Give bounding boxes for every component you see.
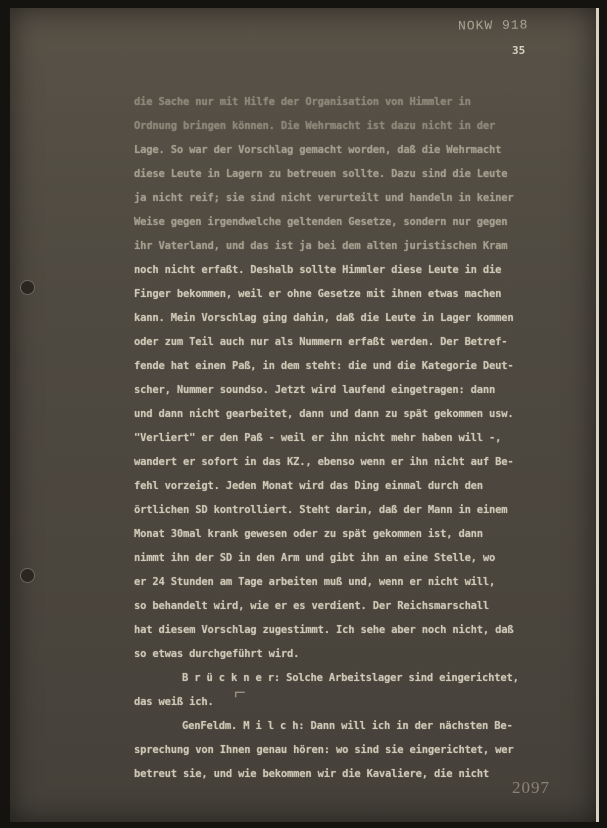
text-line: er 24 Stunden am Tage arbeiten muß und, wenn er nicht will,: [134, 576, 496, 588]
text-line: Ordnung bringen können. Die Wehrmacht ist dazu nicht in der: [134, 120, 496, 132]
text-line: betreut sie, und wie bekommen wir die Kavaliere, die nicht: [134, 768, 490, 780]
text-line: nimmt ihn der SD in den Arm und gibt ihn an eine Stelle, wo: [134, 552, 496, 564]
text-line: so etwas durchgeführt wird.: [134, 648, 300, 660]
text-line: und dann nicht gearbeitet, dann und dann zu spät gekommen usw.: [134, 408, 514, 420]
text-line: diese Leute in Lagern zu betreuen sollte. Dazu sind die Leute: [134, 168, 508, 180]
punch-hole: [20, 280, 35, 295]
text-line: Lage. So war der Vorschlag gemacht worden, daß die Wehrmacht: [134, 144, 502, 156]
text-line: noch nicht erfaßt. Deshalb sollte Himmler diese Leute in die: [134, 264, 502, 276]
document-page: [10, 8, 599, 822]
text-line: fende hat einen Paß, in dem steht: die und die Kategorie Deut-: [134, 360, 514, 372]
text-line: so behandelt wird, wie er es verdient. Der Reichsmarschall: [134, 600, 490, 612]
text-line: die Sache nur mit Hilfe der Organisation von Himmler in: [134, 96, 471, 108]
text-line: kann. Mein Vorschlag ging dahin, daß die Leute in Lager kommen: [134, 312, 514, 324]
text-line: wandert er sofort in das KZ., ebenso wenn er ihn nicht auf Be-: [134, 456, 514, 468]
text-line: oder zum Teil auch nur als Nummern erfaßt werden. Der Betref-: [134, 336, 508, 348]
text-line: Weise gegen irgendwelche geltenden Gesetze, sondern nur gegen: [134, 216, 508, 228]
pencil-mark: ⌐: [234, 682, 246, 704]
text-line: das weiß ich.: [134, 696, 214, 708]
text-line: hat diesem Vorschlag zugestimmt. Ich sehe aber noch nicht, daß: [134, 624, 514, 636]
punch-hole: [20, 568, 35, 583]
text-line: fehl vorzeigt. Jeden Monat wird das Ding einmal durch den: [134, 480, 483, 492]
archive-stamp: NOKW 918: [457, 17, 529, 34]
text-line: Finger bekommen, weil er ohne Gesetze mit ihnen etwas machen: [134, 288, 502, 300]
text-line: Monat 30mal krank gewesen oder zu spät gekommen ist, dann: [134, 528, 483, 540]
text-line: scher, Nummer soundso. Jetzt wird laufend eingetragen: dann: [134, 384, 496, 396]
text-line: sprechung von Ihnen genau hören: wo sind sie eingerichtet, wer: [134, 744, 514, 756]
speaker-line: GenFeldm. M i l c h: Dann will ich in der nächsten Be-: [182, 720, 513, 732]
speaker-line: B r ü c k n e r: Solche Arbeitslager sind eingerichtet,: [182, 672, 519, 684]
text-line: ja nicht reif; sie sind nicht verurteilt und handeln in keiner: [134, 192, 514, 204]
text-line: örtlichen SD kontrolliert. Steht darin, daß der Mann in einem: [134, 504, 508, 516]
text-line: "Verliert" er den Paß - weil er ihn nicht mehr haben will -,: [134, 432, 502, 444]
archive-number: 2097: [512, 778, 550, 797]
text-line: ihr Vaterland, und das ist ja bei dem alten juristischen Kram: [134, 240, 508, 252]
page-number: 35: [512, 44, 526, 57]
